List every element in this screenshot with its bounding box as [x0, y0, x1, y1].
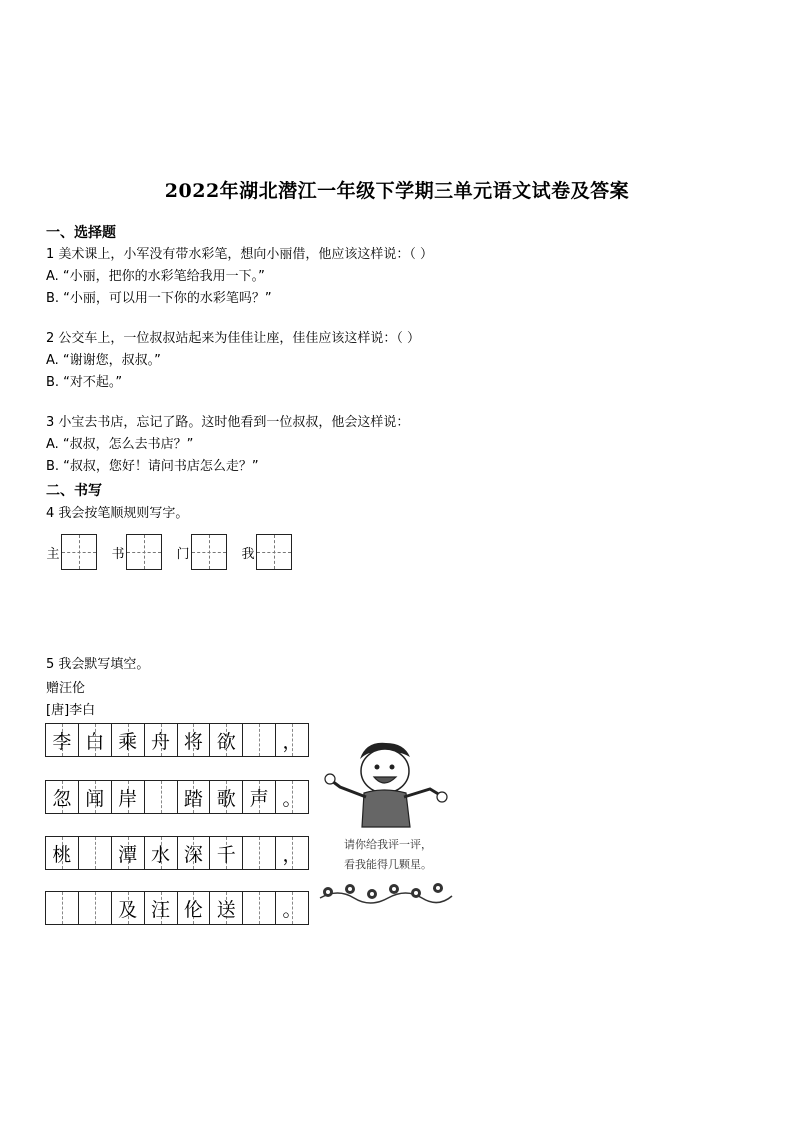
poem-line-3 — [45, 836, 309, 870]
poem-cell[interactable]: 。 — [275, 781, 308, 813]
char-label: 主 — [46, 546, 60, 562]
flower-rating-decoration — [318, 880, 454, 908]
question-5-stem: 5 我会默写填空。 — [46, 657, 150, 672]
writing-box-row — [46, 533, 306, 571]
poem-cell[interactable]: ， — [275, 837, 308, 869]
poem-cell[interactable]: 岸 — [111, 781, 144, 813]
writing-box[interactable] — [126, 534, 162, 570]
poem-cell[interactable]: 忽 — [46, 781, 78, 813]
poem-cell[interactable]: 舟 — [144, 724, 177, 756]
poem-cell[interactable] — [144, 781, 177, 813]
poem-cell[interactable]: 伦 — [177, 892, 210, 924]
poem-cell[interactable] — [242, 837, 275, 869]
writing-box[interactable] — [191, 534, 227, 570]
poem-cell[interactable] — [242, 724, 275, 756]
poem-cell[interactable]: 桃 — [46, 837, 78, 869]
page-title: 2022年湖北潜江一年级下学期三单元语文试卷及答案 — [164, 180, 630, 202]
poem-cell[interactable]: 送 — [209, 892, 242, 924]
poem-cell[interactable]: 欲 — [209, 724, 242, 756]
writing-box[interactable] — [61, 534, 97, 570]
poem-cell[interactable]: 乘 — [111, 724, 144, 756]
question-2-stem: 2 公交车上，一位叔叔站起来为佳佳让座，佳佳应该这样说：（ ） — [46, 331, 421, 346]
question-1-stem: 1 美术课上，小军没有带水彩笔，想向小丽借，他应该这样说：（ ） — [46, 247, 434, 262]
poem-cell[interactable]: 歌 — [209, 781, 242, 813]
poem-cell[interactable] — [242, 892, 275, 924]
question-4-stem: 4 我会按笔顺规则写字。 — [46, 506, 189, 521]
poem-cell[interactable]: 踏 — [177, 781, 210, 813]
cartoon-boy-illustration — [318, 737, 458, 837]
question-2-option-b: B. “对不起。” — [46, 375, 123, 390]
poem-cell[interactable]: 水 — [144, 837, 177, 869]
poem-cell[interactable]: 声 — [242, 781, 275, 813]
poem-cell[interactable]: 深 — [177, 837, 210, 869]
question-2-option-a: A. “谢谢您，叔叔。” — [46, 353, 161, 368]
question-3-stem: 3 小宝去书店，忘记了路。这时他看到一位叔叔，他会这样说： — [46, 415, 410, 430]
poem-line-1 — [45, 723, 309, 757]
poem-cell[interactable]: 及 — [111, 892, 144, 924]
question-1-option-b: B. “小丽，可以用一下你的水彩笔吗？” — [46, 291, 272, 306]
char-label: 门 — [176, 546, 190, 562]
poem-line-4 — [45, 891, 309, 925]
char-label: 书 — [111, 546, 125, 562]
poem-cell[interactable]: 白 — [78, 724, 111, 756]
poem-cell[interactable]: 潭 — [111, 837, 144, 869]
char-label: 我 — [241, 546, 255, 562]
evaluation-note-line-1: 请你给我评一评， — [344, 838, 432, 851]
poem-author: [唐]李白 — [46, 703, 96, 718]
poem-cell[interactable]: ， — [275, 724, 308, 756]
poem-cell[interactable]: 闻 — [78, 781, 111, 813]
poem-cell[interactable]: 汪 — [144, 892, 177, 924]
question-1-option-a: A. “小丽，把你的水彩笔给我用一下。” — [46, 269, 265, 284]
poem-cell[interactable] — [46, 892, 78, 924]
section-heading-choice: 一、选择题 — [46, 225, 116, 241]
poem-cell[interactable]: 李 — [46, 724, 78, 756]
writing-box[interactable] — [256, 534, 292, 570]
poem-cell[interactable]: 。 — [275, 892, 308, 924]
evaluation-note-line-2: 看我能得几颗星。 — [344, 858, 432, 871]
poem-title: 赠汪伦 — [46, 681, 86, 696]
question-3-option-b: B. “叔叔，您好！请问书店怎么走？” — [46, 459, 259, 474]
poem-cell[interactable]: 将 — [177, 724, 210, 756]
poem-line-2 — [45, 780, 309, 814]
poem-cell[interactable]: 千 — [209, 837, 242, 869]
poem-cell[interactable] — [78, 892, 111, 924]
section-heading-writing: 二、书写 — [46, 483, 102, 499]
poem-cell[interactable] — [78, 837, 111, 869]
question-3-option-a: A. “叔叔，怎么去书店？” — [46, 437, 194, 452]
